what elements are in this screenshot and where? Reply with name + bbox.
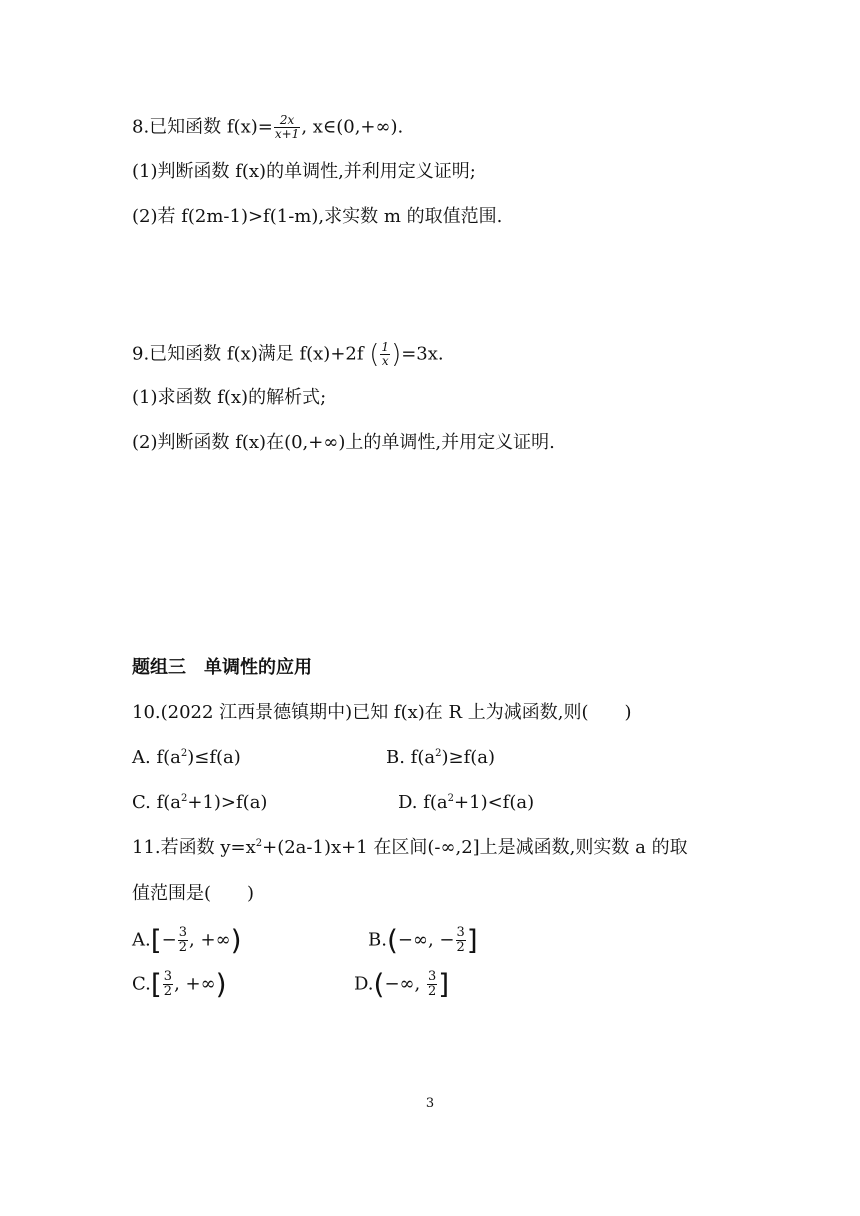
q11-stem-line2: 值范围是( ) [132, 883, 255, 904]
q11-option-a-denominator: 2 [178, 940, 188, 955]
q11-option-c-denominator: 2 [163, 984, 173, 999]
q11-option-b-denominator: 2 [456, 940, 465, 955]
q8-fraction-numerator: 2x [274, 114, 300, 128]
q11-option-a-numerator: 3 [178, 925, 188, 940]
q9-fraction-denominator: x [381, 354, 389, 368]
q9-stem-suffix: =3x. [401, 343, 444, 365]
q11-option-c-numerator: 3 [163, 969, 173, 984]
q11-option-d-label: D. [354, 973, 374, 995]
page-number: 3 [425, 1096, 435, 1111]
q11-option-a-fraction [178, 926, 188, 955]
q9-fraction-numerator: 1 [381, 340, 390, 354]
left-bracket-icon: [ [150, 923, 162, 957]
q11-option-b-numerator: 3 [456, 925, 465, 940]
q10-option-a-pre: A. f(a [132, 747, 181, 768]
q9-part1: (1)求函数 f(x)的解析式; [132, 387, 327, 408]
q10-option-a-post: )≤f(a) [187, 747, 241, 768]
left-paren-icon: ( [373, 967, 385, 1001]
q10-option-d-pre: D. f(a [398, 792, 448, 813]
right-bracket-icon: ] [438, 967, 450, 1001]
q11-option-d-denominator: 2 [427, 984, 437, 999]
q8-stem-suffix: , x∈(0,+∞). [301, 116, 404, 138]
q11-option-a-sign: − [161, 929, 177, 951]
q11-option-a-label: A. [132, 929, 151, 951]
q11-option-b-label: B. [368, 929, 387, 951]
q10-option-b [386, 746, 495, 770]
q11-stem-sup: 2 [255, 838, 263, 849]
left-bracket-icon: [ [150, 967, 162, 1001]
q11-option-d [354, 967, 450, 1001]
right-bracket-icon: ] [466, 923, 478, 957]
q10-option-b-pre: B. f(a [386, 747, 436, 768]
q10-stem: 10.(2022 江西景德镇期中)已知 f(x)在 R 上为减函数,则( ) [132, 702, 632, 723]
q11-option-a [132, 923, 242, 957]
q11-stem-post: +(2a-1)x+1 在区间(-∞,2]上是减函数,则实数 a 的取 [262, 837, 688, 858]
q10-option-c [132, 791, 267, 815]
left-paren-icon: ( [369, 339, 380, 370]
q9-stem [132, 341, 444, 368]
q9-part2: (2)判断函数 f(x)在(0,+∞)上的单调性,并用定义证明. [132, 432, 555, 453]
q11-option-a-rest: , +∞ [189, 929, 231, 951]
q11-option-c-fraction [163, 970, 173, 999]
q8-stem-prefix: 8.已知函数 f(x)= [132, 116, 273, 138]
q10-option-b-sup: 2 [435, 748, 442, 759]
section-heading: 题组三 单调性的应用 [132, 657, 312, 678]
q10-option-d-post: +1)<f(a) [454, 792, 535, 813]
q11-option-d-first: −∞, [384, 973, 426, 995]
q11-option-c-label: C. [132, 973, 151, 995]
q10-option-a [132, 746, 241, 770]
right-paren-icon: ) [391, 339, 402, 370]
q8-part1: (1)判断函数 f(x)的单调性,并利用定义证明; [132, 161, 476, 182]
q11-stem [132, 836, 688, 860]
q9-fraction [380, 341, 390, 368]
q10-option-c-sup: 2 [181, 793, 188, 804]
q10-option-d [398, 791, 534, 815]
q10-option-b-post: )≥f(a) [441, 747, 496, 768]
left-paren-icon: ( [386, 923, 398, 957]
q11-option-b [368, 923, 478, 957]
q11-option-d-numerator: 3 [427, 969, 437, 984]
q11-option-b-fraction [456, 926, 466, 955]
q11-option-b-first: −∞, − [397, 929, 455, 951]
q8-fraction-denominator: x+1 [274, 127, 300, 141]
q10-option-d-sup: 2 [447, 793, 455, 804]
right-paren-icon: ) [230, 923, 242, 957]
q8-stem [132, 114, 403, 141]
q10-option-c-pre: C. f(a [132, 792, 181, 813]
q10-option-a-sup: 2 [180, 748, 188, 759]
right-paren-icon: ) [215, 967, 227, 1001]
q9-stem-prefix: 9.已知函数 f(x)满足 f(x)+2f [132, 343, 370, 365]
q11-option-c-rest: , +∞ [174, 973, 216, 995]
q8-fraction [274, 114, 300, 141]
q11-option-d-fraction [427, 970, 437, 999]
q10-option-c-post: +1)>f(a) [187, 792, 268, 813]
q11-stem-pre: 11.若函数 y=x [132, 837, 256, 858]
q11-option-c [132, 967, 227, 1001]
q8-part2: (2)若 f(2m-1)>f(1-m),求实数 m 的取值范围. [132, 206, 503, 227]
